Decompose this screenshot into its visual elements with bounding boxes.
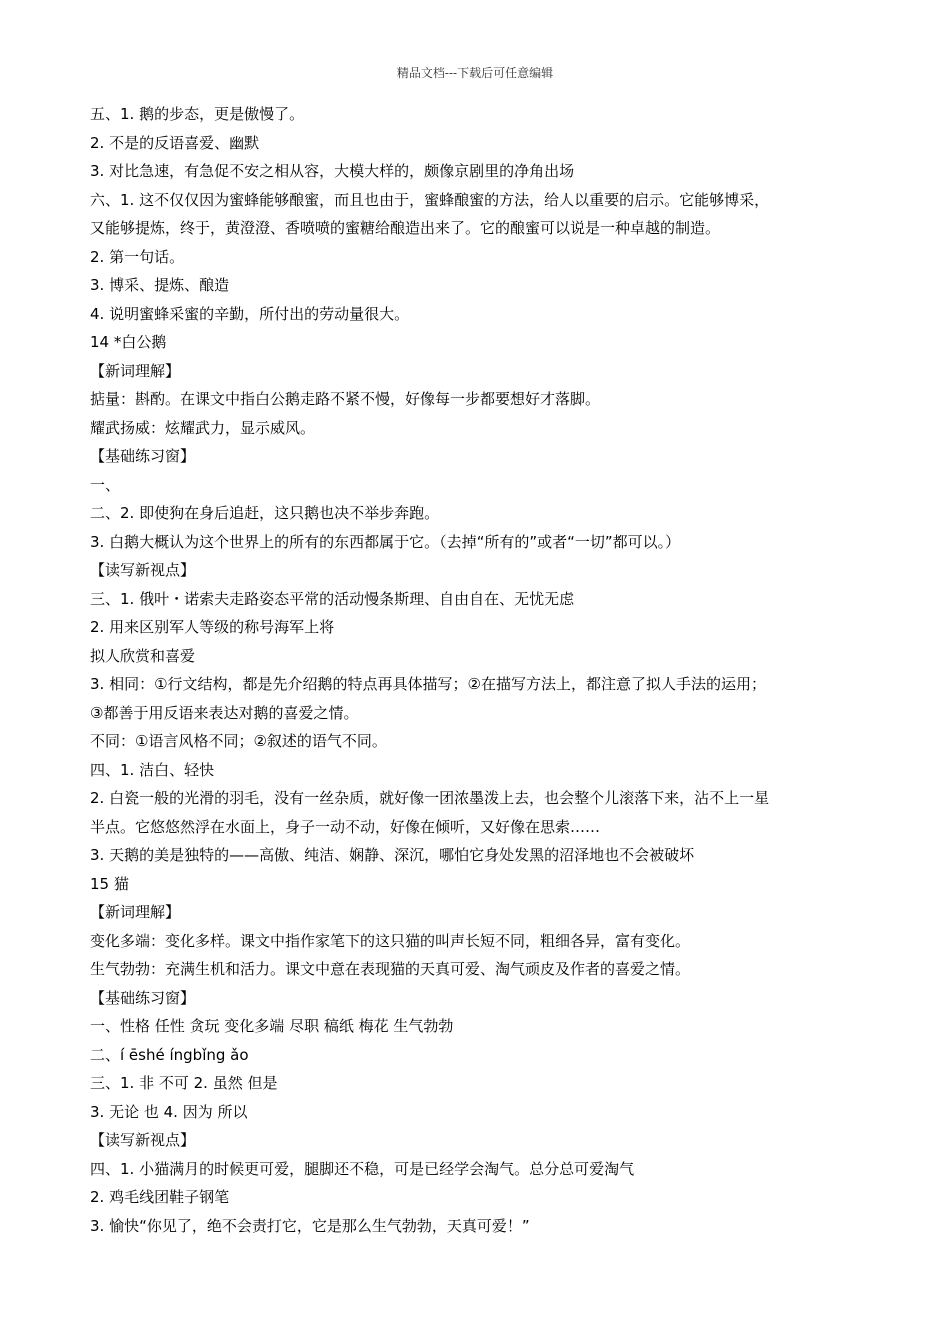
text-line: 15 猫 [90, 874, 129, 893]
text-line: 【新词理解】 [90, 361, 181, 380]
text-line: 2. 鸡毛线团鞋子钢笔 [90, 1188, 230, 1206]
text-line: 一、性格 任性 贪玩 变化多端 尽职 稿纸 梅花 生气勃勃 [90, 1017, 454, 1035]
text-line: 4. 说明蜜蜂采蜜的辛勤，所付出的劳动量很大。 [90, 304, 410, 323]
text-line: 二、í ēshé íngbǐng ǎo [90, 1045, 249, 1064]
text-line: 2. 不是的反语喜爱、幽默 [90, 133, 260, 152]
text-line: 2. 第一句话。 [90, 247, 185, 266]
text-line: 【读写新视点】 [90, 1131, 196, 1149]
text-line: 又能够提炼，终于，黄澄澄、香喷喷的蜜糖给酿造出来了。它的酿蜜可以说是一种卓越的制造。 [90, 219, 721, 237]
text-line: 三、1. 非 不可 2. 虽然 但是 [90, 1074, 278, 1092]
text-line: 3. 愉快“你见了，绝不会责打它，它是那么生气勃勃，天真可爱！” [90, 1216, 530, 1235]
text-line: 3. 天鹅的美是独特的——高傲、纯洁、娴静、深沉，哪怕它身处发黑的沼泽地也不会被破坏 [90, 846, 695, 864]
text-line: 3. 无论 也 4. 因为 所以 [90, 1102, 248, 1121]
text-line: 半点。它悠悠然浮在水面上，身子一动不动，好像在倾听，又好像在思索…… [90, 817, 601, 836]
text-line: 【基础练习窗】 [90, 447, 196, 465]
text-line: 四、1. 洁白、轻快 [90, 760, 215, 779]
text-line: 【新词理解】 [90, 903, 181, 921]
text-line: 耀武扬威：炫耀武力，显示威风。 [90, 418, 316, 437]
text-line: 【基础练习窗】 [90, 988, 196, 1007]
text-line: 不同：①语言风格不同；②叙述的语气不同。 [90, 732, 387, 750]
text-line: ③都善于用反语来表达对鹅的喜爱之情。 [90, 703, 359, 722]
text-line: 掂量：斟酌。在课文中指白公鹅走路不紧不慢，好像每一步都要想好才落脚。 [90, 390, 601, 408]
text-line: 六、1. 这不仅仅因为蜜蜂能够酿蜜，而且也由于，蜜蜂酿蜜的方法，给人以重要的启示。它能够博采， [90, 190, 770, 209]
text-line: 四、1. 小猫满月的时候更可爱，腿脚还不稳，可是已经学会淘气。总分总可爱淘气 [90, 1159, 635, 1178]
text-line: 五、1. 鹅的步态，更是傲慢了。 [90, 105, 305, 123]
text-line: 3. 对比急速，有急促不安之相从容，大模大样的，颇像京剧里的净角出场 [90, 162, 575, 180]
text-line: 2. 用来区别军人等级的称号海军上将 [90, 618, 335, 636]
text-line: 生气勃勃：充满生机和活力。课文中意在表现猫的天真可爱、淘气顽皮及作者的喜爱之情。 [90, 960, 691, 978]
text-line: 拟人欣赏和喜爱 [90, 646, 196, 665]
text-line: 变化多端：变化多样。课文中指作家笔下的这只猫的叫声长短不同，粗细各异，富有变化。 [90, 931, 691, 950]
text-line: 二、2. 即使狗在身后追赶，这只鹅也决不举步奔跑。 [90, 504, 440, 522]
page-header: 精品文档---下载后可任意编辑 [396, 66, 554, 80]
text-line: 一、 [90, 475, 121, 494]
text-line: 3. 白鹅大概认为这个世界上的所有的东西都属于它。（去掉“所有的”或者“一切”都可以。） [90, 532, 681, 551]
text-line: 三、1. 俄叶・诺索夫走路姿态平常的活动慢条斯理、自由自在、无忧无虑 [90, 589, 575, 608]
document-body [90, 100, 860, 1240]
text-line: 2. 白瓷一般的光滑的羽毛，没有一丝杂质，就好像一团浓墨泼上去，也会整个儿滚落下来，沾不上一星 [90, 789, 770, 807]
text-line: 3. 博采、提炼、酿造 [90, 276, 230, 294]
text-line: 3. 相同：①行文结构，都是先介绍鹅的特点再具体描写；②在描写方法上，都注意了拟人手法的运用； [90, 675, 766, 693]
text-line: 【读写新视点】 [90, 561, 196, 579]
text-line: 14 *白公鹅 [90, 333, 167, 351]
